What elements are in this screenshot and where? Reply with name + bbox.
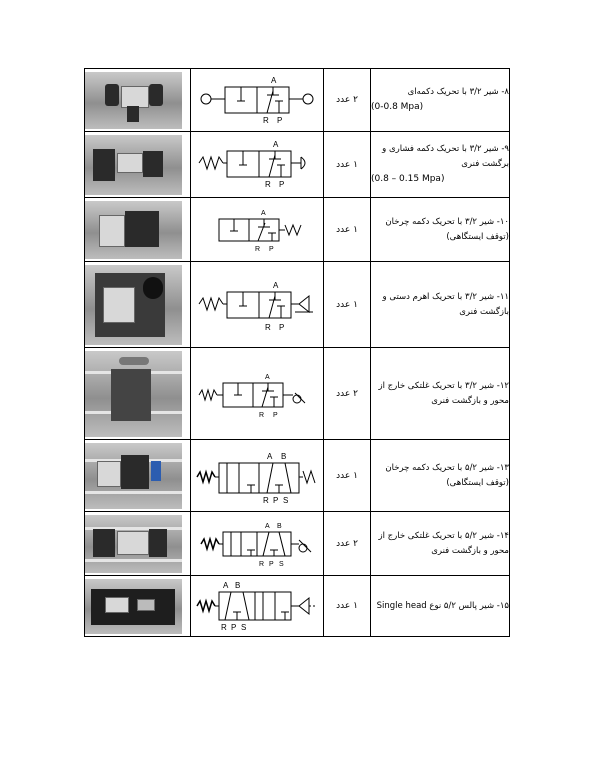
port-label: A [266, 451, 272, 461]
valve-symbol [195, 578, 320, 634]
port-label: P [268, 245, 274, 253]
valve-symbol [195, 359, 320, 429]
quantity: ۱ عدد [324, 576, 371, 637]
description: ۱۳- شیر ۵/۲ با تحریک دکمه چرخان (توقف ایستگاهی) [385, 462, 509, 488]
port-label: S [282, 495, 288, 505]
table-row [85, 576, 510, 637]
port-label: P [278, 179, 284, 189]
quantity: ۱ عدد [324, 132, 371, 198]
valve-photo [85, 351, 182, 437]
valve-symbol [195, 445, 320, 507]
valve-photo [85, 265, 182, 345]
description: ۱۱- شیر ۳/۲ با تحریک اهرم دستی و بازگشت فنری [382, 291, 509, 317]
port-label: P [268, 560, 274, 568]
port-label: P [230, 623, 236, 632]
description: ۱۵- شیر پالس ۵/۲ نوع Single head [376, 600, 509, 611]
valve-photo [85, 579, 182, 634]
valve-spec-table [84, 68, 510, 637]
port-label: B [280, 451, 286, 461]
port-label: B [276, 522, 282, 530]
valve-symbol [195, 135, 320, 195]
valve-symbol [195, 201, 320, 259]
port-label: A [222, 581, 228, 590]
pressure-range: (0.8 – 0.15 Mpa) [371, 174, 445, 184]
pressure-range: (0-0.8 Mpa) [371, 102, 424, 112]
port-label: R [264, 322, 271, 332]
port-label: A [270, 76, 276, 85]
port-label: R [254, 245, 260, 253]
quantity: ۱ عدد [324, 198, 371, 262]
table-row [85, 69, 510, 132]
port-label: A [260, 209, 266, 217]
port-label: P [276, 116, 282, 125]
table-row [85, 348, 510, 440]
valve-photo [85, 515, 182, 573]
port-label: R [262, 116, 269, 125]
port-label: A [272, 139, 278, 149]
table-row [85, 440, 510, 512]
quantity: ۲ عدد [324, 512, 371, 576]
table-row [85, 132, 510, 198]
port-label: P [272, 495, 278, 505]
valve-symbol [195, 516, 320, 572]
description: ۱۴- شیر ۵/۲ با تحریک غلتکی خارج از محور و بازگشت فنری [378, 530, 509, 556]
port-label: P [272, 411, 278, 419]
description: ۸- شیر ۳/۲ با تحریک دکمه‌ای [407, 87, 509, 97]
quantity: ۱ عدد [324, 440, 371, 512]
quantity: ۲ عدد [324, 69, 371, 132]
table-row [85, 512, 510, 576]
valve-symbol [195, 272, 320, 338]
valve-photo [85, 72, 182, 129]
table-row [85, 198, 510, 262]
port-label: A [264, 373, 270, 381]
port-label: R [262, 495, 269, 505]
port-label: P [278, 322, 284, 332]
valve-symbol [195, 71, 320, 129]
port-label: A [264, 522, 270, 530]
valve-photo [85, 201, 182, 259]
description: ۹- شیر ۳/۲ با تحریک دکمه فشاری و برگشت فنری [382, 144, 509, 169]
quantity: ۲ عدد [324, 348, 371, 440]
description: ۱۰- شیر ۳/۲ با تحریک دکمه چرخان (توقف ایستگاهی) [385, 216, 509, 242]
valve-photo [85, 135, 182, 195]
port-label: R [258, 560, 264, 568]
description: ۱۲- شیر ۳/۲ با تحریک غلتکی خارج از محور و بازگشت فنری [378, 380, 509, 406]
port-label: S [240, 623, 246, 632]
valve-photo [85, 443, 182, 509]
table-row [85, 262, 510, 348]
port-label: R [258, 411, 264, 419]
port-label: A [272, 280, 278, 290]
port-label: S [278, 560, 284, 568]
port-label: R [220, 623, 227, 632]
port-label: R [264, 179, 271, 189]
quantity: ۱ عدد [324, 262, 371, 348]
port-label: B [234, 581, 240, 590]
